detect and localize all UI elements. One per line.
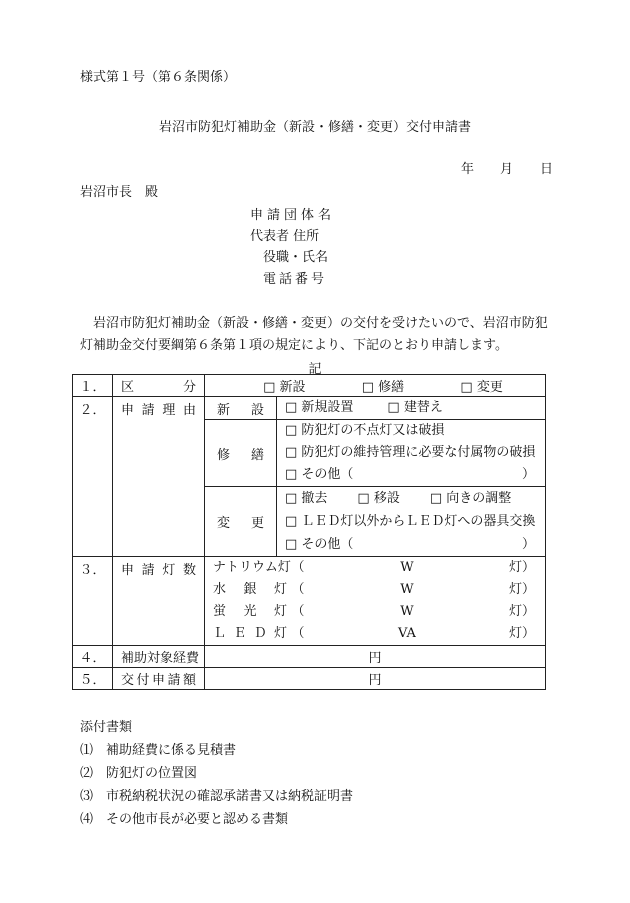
row-label: 申 請 理 由 xyxy=(113,397,205,557)
reason-change-options xyxy=(277,487,546,557)
option-change-checkbox[interactable]: □ 変更 xyxy=(460,380,503,395)
row-request-amount xyxy=(73,668,546,690)
option-repair-checkbox[interactable]: □ 修繕 xyxy=(361,380,405,395)
date-month: 月 xyxy=(500,162,514,177)
application-table xyxy=(72,374,546,690)
lamp-row-mercury: 水 銀 灯 （ W 灯） xyxy=(213,582,535,597)
reason-new-options xyxy=(277,397,546,420)
row-label: 申 請 灯 数 xyxy=(113,557,205,646)
relocate-checkbox[interactable]: □ 移設 xyxy=(357,491,400,506)
addressee: 岩沼市長 殿 xyxy=(80,185,159,200)
body-text: 岩沼市防犯灯補助金（新設・修繕・変更）の交付を受けたいので、岩沼市防犯灯補助金交付要綱第６条第１項の規定により、下記のとおり申請します。 xyxy=(80,316,548,353)
row-number: １． xyxy=(73,375,113,397)
applicant-group-name: 申請団体名 xyxy=(250,208,336,223)
date-year: 年 xyxy=(461,162,475,177)
remove-checkbox[interactable]: □ 撤去 xyxy=(285,491,328,506)
request-amount-field[interactable]: 円 xyxy=(205,668,546,690)
attachment-item: ⑷ その他市長が必要と認める書類 xyxy=(80,812,289,827)
row-number: ４． xyxy=(73,646,113,668)
row-lamp-count xyxy=(73,557,546,646)
applicant-phone: 電話番号 xyxy=(263,272,328,287)
new-install-checkbox[interactable]: □ 新規設置 xyxy=(285,400,354,415)
led-replace-checkbox[interactable]: □ ＬＥＤ灯以外からＬＥＤ灯への器具交換 xyxy=(285,514,536,529)
repair-option-2-checkbox[interactable]: □ 防犯灯の維持管理に必要な付属物の破損 xyxy=(285,445,536,460)
adjust-direction-checkbox[interactable]: □ 向きの調整 xyxy=(429,491,512,506)
row-number: ５． xyxy=(73,668,113,690)
eligible-cost-field[interactable]: 円 xyxy=(205,646,546,668)
option-new-checkbox[interactable]: □ 新設 xyxy=(263,380,306,395)
row-category xyxy=(73,375,546,397)
row-reason-new xyxy=(73,397,546,420)
repair-option-1-checkbox[interactable]: □ 防犯灯の不点灯又は破損 xyxy=(285,423,445,438)
repair-other-checkbox[interactable]: □ その他（ ） xyxy=(285,467,535,482)
reason-change-label: 変 更 xyxy=(205,487,277,557)
change-other-checkbox[interactable]: □ その他（ ） xyxy=(285,537,535,552)
row-number: ３． xyxy=(73,557,113,646)
row-label: 交 付 申 請 額 xyxy=(113,668,205,690)
row-label: 補助対象経費 xyxy=(113,646,205,668)
lamp-row-led: Ｌ Ｅ Ｄ 灯 （ VA 灯） xyxy=(213,626,535,641)
applicant-rep-address: 代表者 住所 xyxy=(250,229,320,244)
applicant-rep-name: 役職・氏名 xyxy=(263,250,329,265)
reason-repair-options xyxy=(277,420,546,487)
date-day: 日 xyxy=(540,162,554,177)
lamp-row-fluorescent: 蛍 光 灯 （ W 灯） xyxy=(213,604,535,619)
row-label: 区 分 xyxy=(113,375,205,397)
row-eligible-cost xyxy=(73,646,546,668)
form-number: 様式第１号（第６条関係） xyxy=(80,70,237,85)
category-options xyxy=(205,375,546,397)
page-title: 岩沼市防犯灯補助金（新設・修繕・変更）交付申請書 xyxy=(158,120,471,135)
lamp-list xyxy=(205,557,546,646)
rebuild-checkbox[interactable]: □ 建替え xyxy=(387,400,443,415)
row-number: ２． xyxy=(73,397,113,557)
reason-repair-label: 修 繕 xyxy=(205,420,277,487)
attachment-item: ⑶ 市税納税状況の確認承諾書又は納税証明書 xyxy=(80,789,354,804)
ki-marker: 記 xyxy=(308,362,322,377)
attachment-item: ⑵ 防犯灯の位置図 xyxy=(80,766,198,781)
lamp-row-sodium: ナトリウム灯 （ W 灯） xyxy=(213,560,535,575)
attachments-heading: 添付書類 xyxy=(80,720,133,735)
attachment-item: ⑴ 補助経費に係る見積書 xyxy=(80,743,237,758)
reason-new-label: 新 設 xyxy=(205,397,277,420)
